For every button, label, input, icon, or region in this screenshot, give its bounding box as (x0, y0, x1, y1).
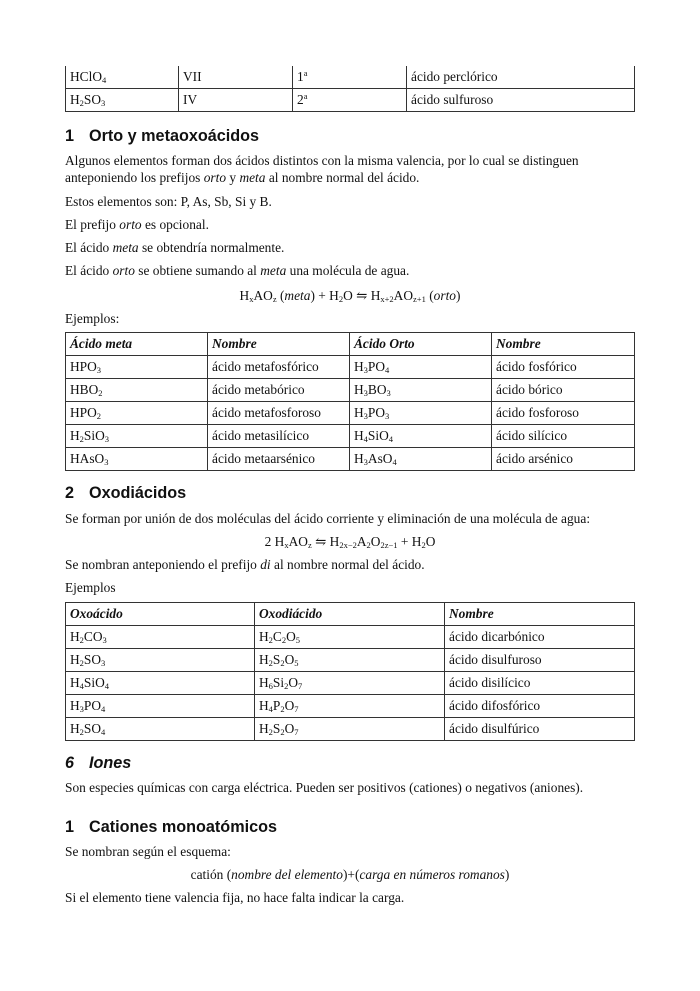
table-header-cell: Ácido Orto (350, 333, 492, 356)
table-cell: $H_2SO_4$ (66, 718, 255, 741)
paragraph: Estos elementos son: P, As, Sb, Si y B. (65, 194, 272, 209)
table-cell: $H_2S_2O_5$ (255, 649, 445, 672)
section-title: Iones (89, 754, 132, 772)
paragraph: El prefijo orto es opcional. (65, 217, 209, 232)
table-cell: $H_3PO_4$ (66, 695, 255, 718)
table-cell: VII (179, 66, 293, 89)
orto-meta-table (65, 332, 635, 471)
table-cell: $H_4SiO_4$ (66, 672, 255, 695)
paragraph: Algunos elementos forman dos ácidos distintos con la misma valencia, por lo cual se distinguen (65, 153, 579, 168)
table-row (66, 66, 635, 89)
table-cell: ácido fosforoso (492, 402, 635, 425)
section-title: Oxodiácidos (89, 484, 187, 502)
table-cell: $H_3BO_3$ (350, 379, 492, 402)
table-cell: ácido arsénico (492, 448, 635, 471)
scheme: catión (nombre del elemento)+(carga en números romanos) (190, 867, 510, 882)
table-header-row (66, 333, 635, 356)
paragraph: Ejemplos (65, 580, 116, 595)
table-cell: 1$^a$ (293, 66, 407, 89)
table-row (66, 425, 635, 448)
table-cell: ácido metaarsénico (208, 448, 350, 471)
table-cell: 2$^a$ (293, 89, 407, 112)
equation: 2 $H_xAO_z$ ⇋ $H_{2x-2}A_2O_{2z-1} + H_2O$ (264, 534, 436, 550)
oxodiacid-table (65, 602, 635, 741)
table-cell: ácido metafosfórico (208, 356, 350, 379)
table-row (66, 695, 635, 718)
table-cell: $H_2C_2O_5$ (255, 626, 445, 649)
table-cell: ácido metafosforoso (208, 402, 350, 425)
table-cell: ácido sulfuroso (407, 89, 635, 112)
table-cell: $H_4P_2O_7$ (255, 695, 445, 718)
table-cell: ácido bórico (492, 379, 635, 402)
table-cell: IV (179, 89, 293, 112)
table-cell: $H_2CO_3$ (66, 626, 255, 649)
equation: $H_xAO_z$ (meta) + $H_2O$ ⇋ $H_{x+2}AO_{z+1}$ (orto) (239, 288, 461, 304)
paragraph: Si el elemento tiene valencia fija, no hace falta indicar la carga. (65, 890, 405, 905)
section-heading (65, 126, 259, 146)
table-cell: $H_3PO_3$ (350, 402, 492, 425)
table-cell: HClO$_4$ (66, 66, 179, 89)
paragraph: anteponiendo los prefijos orto y meta al nombre normal del ácido. (65, 170, 420, 185)
paragraph: Se nombran anteponiendo el prefijo di al nombre normal del ácido. (65, 557, 425, 572)
table-cell: ácido disilícico (445, 672, 635, 695)
table-row (66, 379, 635, 402)
table-cell: $HPO_2$ (66, 402, 208, 425)
table-cell: ácido metasilícico (208, 425, 350, 448)
table-cell: ácido perclórico (407, 66, 635, 89)
table-header-cell: Nombre (445, 603, 635, 626)
section-title: Orto y metaoxoácidos (89, 127, 260, 145)
table-row (66, 89, 635, 112)
table-cell: ácido metabórico (208, 379, 350, 402)
table-row (66, 356, 635, 379)
table-row (66, 448, 635, 471)
table-cell: ácido difosfórico (445, 695, 635, 718)
table-cell: $H_2SO_3$ (66, 89, 179, 112)
section-number: 6 (65, 754, 75, 772)
table-cell: $H_6Si_2O_7$ (255, 672, 445, 695)
paragraph: Ejemplos: (65, 311, 120, 326)
section-number: 1 (65, 127, 75, 145)
paragraph: Se nombran según el esquema: (65, 844, 231, 859)
table-cell: ácido fosfórico (492, 356, 635, 379)
table-row (66, 402, 635, 425)
paragraph: Se forman por unión de dos moléculas del ácido corriente y eliminación de una molécula de agua: (65, 511, 591, 526)
valence-table (65, 66, 635, 112)
table-header-cell: Oxodiácido (255, 603, 445, 626)
table-cell: $H_2SiO_3$ (66, 425, 208, 448)
table-cell: $H_3PO_4$ (350, 356, 492, 379)
table-cell: $H_2SO_3$ (66, 649, 255, 672)
table-header-cell: Nombre (492, 333, 635, 356)
table-header-cell: Ácido meta (66, 333, 208, 356)
table-row (66, 718, 635, 741)
table-cell: ácido disulfuroso (445, 649, 635, 672)
section-number: 2 (65, 484, 75, 502)
table-cell: ácido silícico (492, 425, 635, 448)
table-cell: $H_2S_2O_7$ (255, 718, 445, 741)
table-header-cell: Nombre (208, 333, 350, 356)
paragraph: El ácido orto se obtiene sumando al meta una molécula de agua. (65, 263, 410, 278)
paragraph: El ácido meta se obtendría normalmente. (65, 240, 285, 255)
paragraph: Son especies químicas con carga eléctrica. Pueden ser positivos (cationes) o negativos (aniones). (65, 780, 584, 795)
table-cell: $HPO_3$ (66, 356, 208, 379)
table-row (66, 672, 635, 695)
table-header-cell: Oxoácido (66, 603, 255, 626)
table-cell: $H_4SiO_4$ (350, 425, 492, 448)
section-number: 1 (65, 818, 75, 836)
table-row (66, 626, 635, 649)
section-heading (65, 483, 186, 503)
table-cell: ácido dicarbónico (445, 626, 635, 649)
table-cell: ácido disulfúrico (445, 718, 635, 741)
section-title: Cationes monoatómicos (89, 818, 277, 836)
section-heading (65, 753, 131, 773)
table-row (66, 649, 635, 672)
table-cell: $HBO_2$ (66, 379, 208, 402)
section-heading (65, 817, 277, 837)
table-cell: HAsO$_3$ (66, 448, 208, 471)
table-header-row (66, 603, 635, 626)
table-cell: $H_3AsO_4$ (350, 448, 492, 471)
